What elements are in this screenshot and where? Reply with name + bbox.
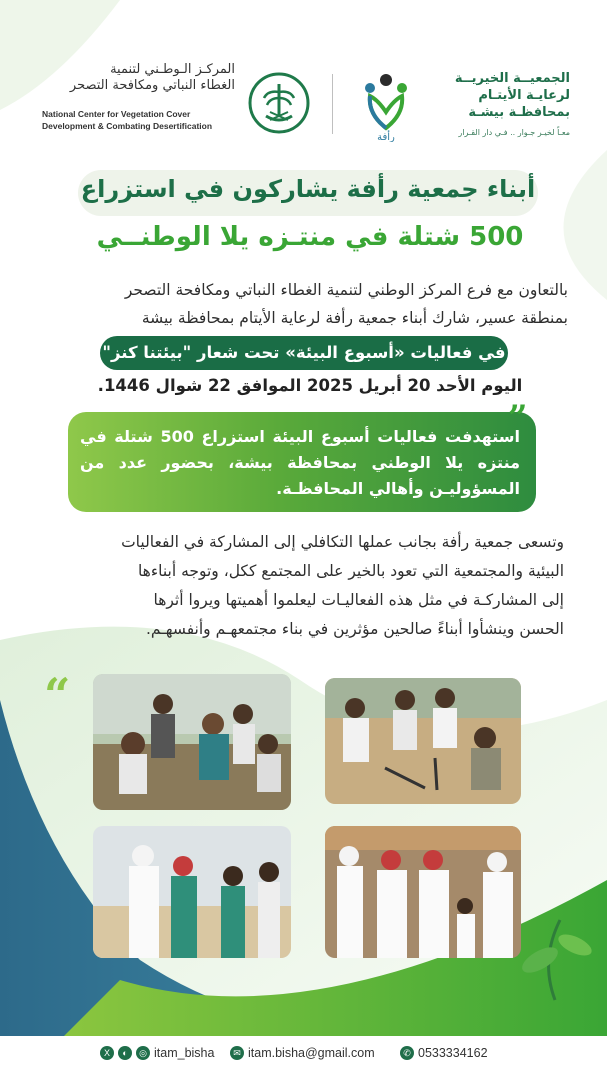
quote-text: استهدفت فعاليات أسبوع البيئة استزراع 500 شتلة في منتزه يلا الوطني بمحافظة بيشة، بحضور عدد من المسؤوليـن وأهالي المحافظـة. (80, 427, 520, 498)
phone-number: 0533334162 (418, 1046, 488, 1060)
intro-paragraph (40, 276, 568, 332)
ncv-arabic-line2: الغطاء النباتي ومكافحة التصحر (69, 78, 235, 93)
intro-line1: بالتعاون مع فرع المركز الوطني لتنمية الغطاء النباتي ومكافحة التصحر (124, 281, 568, 299)
email-icon: ✉ (230, 1046, 244, 1060)
body-line2: البيئية والمجتمعية التي تعود بالخير على المجتمع ككل، وتوجه أبناءها (137, 562, 564, 580)
headline-line2: 500 شتلة في منتـزه يلا الوطنــي (96, 222, 524, 252)
header (40, 62, 570, 147)
phone-contact[interactable] (400, 1046, 488, 1060)
rafah-line2: لرعايـة الأيتـام (478, 88, 570, 103)
instagram-icon: ◎ (136, 1046, 150, 1060)
header-divider (332, 74, 333, 134)
social-handle: itam_bisha (154, 1046, 215, 1060)
phone-icon: ✆ (400, 1046, 414, 1060)
body-line3: إلى المشاركـة في مثل هذه الفعاليـات ليعلموا أهميتها ويروا أثرها (153, 591, 564, 609)
snapchat-icon: ◐ (118, 1046, 132, 1060)
ncv-english-name (42, 108, 212, 132)
rafah-line1: الجمعيــة الخيريــة (454, 71, 570, 86)
photo-officials (325, 826, 521, 958)
ncv-english-line2: Development & Combating Desertification (42, 121, 213, 131)
footer (0, 1036, 607, 1076)
photo-boys-digging (325, 678, 521, 804)
body-line4: الحسن وينشأوا أبناءً صالحين مؤثرين في بناء مجتمعهـم وأنفسهـم. (145, 620, 564, 638)
event-slogan-pill: في فعاليات «أسبوع البيئة» تحت شعار "بيئتنا كنز" (100, 336, 508, 370)
intro-line2: بمنطقة عسير، شارك أبناء جمعية رأفة لرعاية الأيتام بمحافظة بيشة (141, 309, 568, 327)
photo-group-planting (93, 674, 291, 810)
ncv-english-line1: National Center for Vegetation Cover (42, 109, 191, 119)
ncv-arabic-name (70, 62, 235, 94)
social-contact[interactable] (100, 1046, 214, 1060)
rafah-logo-block (350, 62, 570, 147)
svg-text:رأفة: رأفة (377, 132, 395, 142)
body-line1: وتسعى جمعية رأفة بجانب عملها التكافلي إلى المشاركة في الفعاليات (121, 533, 564, 551)
open-quote-icon: “ (44, 668, 71, 722)
rafah-tagline: معـاً لخيـر جـوار .. فـي دار القـرار (458, 128, 570, 137)
ncv-emblem-icon (248, 72, 310, 134)
rafah-emblem-icon (350, 70, 422, 142)
event-date: اليوم الأحد 20 أبريل 2025 الموافق 22 شوال 1446. (97, 376, 523, 395)
body-paragraph (48, 528, 564, 644)
ncv-arabic-line1: المركـز الـوطـني لتنمية (110, 62, 235, 77)
photo-handshake (93, 826, 291, 958)
x-icon: X (100, 1046, 114, 1060)
rafah-line3: بمحافظـة بيشـة (468, 105, 570, 120)
rafah-name (455, 70, 570, 121)
email-contact[interactable] (230, 1046, 375, 1060)
email-address: itam.bisha@gmail.com (248, 1046, 375, 1060)
quote-mark-icon: ” (508, 398, 528, 438)
headline-line1: أبناء جمعية رأفة يشاركون في استزراع (80, 175, 536, 203)
ncv-logo-block (40, 62, 320, 147)
